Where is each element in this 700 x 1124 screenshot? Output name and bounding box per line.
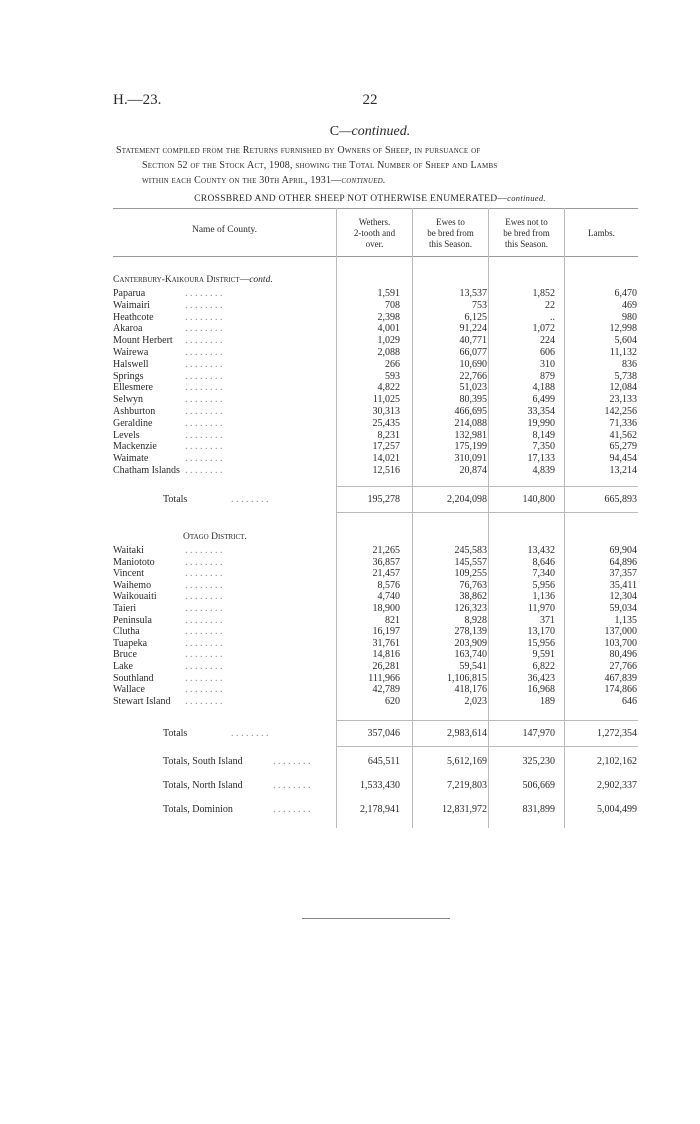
ewes-not-bred-value: 36,423 [527, 672, 555, 684]
ewes-not-bred-value: 13,170 [527, 626, 555, 638]
county-name: Wairewa [113, 347, 149, 358]
wethers-value: 14,816 [372, 649, 400, 661]
ewes-not-bred-value: 22 [545, 299, 555, 311]
lambs-value: 94,454 [609, 453, 637, 465]
ewes-bred-value: 203,909 [454, 637, 487, 649]
wethers-value: 12,516 [372, 465, 400, 476]
grand-totals-row [113, 804, 638, 816]
county-name: Mount Herbert [113, 335, 173, 347]
ewes-bred-value: 109,255 [454, 568, 487, 580]
ewes-bred-value: 753 [472, 299, 487, 311]
lambs-value: 69,904 [609, 545, 637, 556]
ewes-not-bred-value: 6,822 [532, 661, 555, 672]
statement-line-3 [116, 173, 636, 188]
ewes-not-bred-value: 8,646 [532, 556, 555, 568]
county-name: Akaroa [113, 323, 143, 335]
leader-dots: . . . . . . . . [273, 756, 311, 767]
lambs-value: 37,357 [609, 568, 637, 580]
county-name: Waikouaiti [113, 591, 157, 603]
lambs-value: 1,272,354 [597, 728, 637, 739]
county-name: Waimairi [113, 299, 150, 311]
header-wethers-line-1: Wethers. [358, 217, 391, 227]
leader-dots: . . . . . . . . [185, 453, 223, 465]
leader-dots: . . . . . . . . [185, 335, 223, 347]
leader-dots: . . . . . . . . [185, 441, 223, 453]
leader-dots: . . . . . . . . [185, 323, 223, 335]
ewes-not-bred-value: 7,350 [532, 441, 555, 453]
lambs-value: 59,034 [609, 603, 637, 614]
wethers-value: 30,313 [372, 406, 400, 417]
ewes-bred-value: 2,983,614 [447, 728, 487, 739]
wethers-value: 708 [385, 299, 400, 311]
wethers-value: 2,398 [377, 311, 400, 323]
leader-dots: . . . . . . . . [185, 556, 223, 568]
ewes-not-bred-value: 8,149 [532, 429, 555, 441]
header-ewes-bred-line-2: be bred from [427, 228, 474, 238]
table-row [113, 441, 638, 453]
ewes-bred-value: 8,928 [464, 614, 487, 626]
lambs-value: 103,700 [604, 637, 637, 649]
table-row [113, 649, 638, 661]
canterbury-totals-rule-bottom [337, 512, 638, 513]
page-reference: H.—23. [113, 92, 162, 108]
grand-totals-row [113, 780, 638, 792]
lambs-value: 65,279 [609, 441, 637, 453]
ewes-bred-value: 163,740 [454, 649, 487, 661]
county-name: Waimate [113, 453, 149, 465]
county-name: Springs [113, 370, 144, 382]
ewes-bred-value: 245,583 [454, 545, 487, 556]
lambs-value: 980 [622, 311, 637, 323]
ewes-not-bred-value: 325,230 [522, 756, 555, 767]
leader-dots: . . . . . . . . [185, 614, 223, 626]
leader-dots: . . . . . . . . [185, 288, 223, 299]
wethers-value: 4,822 [377, 382, 400, 394]
lambs-value: 836 [622, 358, 637, 370]
ewes-bred-value: 10,690 [459, 358, 487, 370]
county-name: Bruce [113, 649, 137, 661]
wethers-value: 36,857 [372, 556, 400, 568]
leader-dots: . . . . . . . . [185, 406, 223, 417]
lambs-value: 1,135 [614, 614, 637, 626]
ewes-bred-value: 22,766 [459, 370, 487, 382]
ewes-not-bred-value: 1,072 [532, 323, 555, 335]
leader-dots: . . . . . . . . [185, 568, 223, 580]
statement-line-1: Statement compiled from the Returns furnished by Owners of Sheep, in pursuance of [116, 145, 481, 156]
statement-line-3-italic: continued. [341, 175, 386, 186]
ewes-not-bred-value: 15,956 [527, 637, 555, 649]
lambs-value: 27,766 [609, 661, 637, 672]
header-ewes-not-bred [489, 217, 564, 250]
header-ewes-bred [413, 217, 488, 250]
header-ewes-not-line-3: this Season. [504, 239, 548, 249]
ewes-bred-value: 12,831,972 [442, 804, 487, 815]
header-lambs: Lambs. [588, 228, 615, 238]
wethers-value: 111,966 [368, 672, 400, 684]
lambs-value: 665,893 [604, 494, 637, 505]
table-subheading [150, 193, 590, 204]
wethers-value: 14,021 [372, 453, 400, 465]
header-ewes-not-line-2: be bred from [503, 228, 550, 238]
county-name: Peninsula [113, 614, 152, 626]
table-row [113, 312, 638, 324]
ewes-bred-value: 91,224 [459, 323, 487, 335]
county-name: Ashburton [113, 406, 156, 417]
ewes-not-bred-value: .. [550, 311, 555, 323]
ewes-bred-value: 76,763 [459, 579, 487, 591]
ewes-not-bred-value: 33,354 [527, 406, 555, 417]
totals-label: Totals, South Island [163, 756, 243, 767]
district-heading-otago: Otago District. [183, 532, 247, 542]
district-heading-canterbury [113, 275, 273, 285]
otago-totals-rule-top [337, 720, 638, 721]
county-name: Waihemo [113, 579, 152, 591]
lambs-value: 80,496 [609, 649, 637, 661]
ewes-bred-value: 40,771 [459, 335, 487, 347]
county-name: Selwyn [113, 394, 143, 406]
wethers-value: 1,029 [377, 335, 400, 347]
county-name: Vincent [113, 568, 145, 580]
table-row [113, 580, 638, 592]
leader-dots: . . . . . . . . [185, 347, 223, 358]
leader-dots: . . . . . . . . [231, 728, 269, 739]
leader-dots: . . . . . . . . [185, 626, 223, 638]
county-name: Stewart Island [113, 695, 171, 707]
wethers-value: 18,900 [372, 603, 400, 614]
table-row [113, 545, 638, 557]
table-row [113, 557, 638, 569]
lambs-value: 5,738 [614, 370, 637, 382]
header-ewes-bred-line-1: Ewes to [436, 217, 465, 227]
county-name: Taieri [113, 603, 137, 614]
table-row [113, 673, 638, 685]
ewes-bred-value: 2,023 [464, 695, 487, 707]
leader-dots: . . . . . . . . [231, 494, 269, 505]
subheading-italic: continued. [507, 193, 546, 203]
table-row [113, 661, 638, 673]
ewes-not-bred-value: 4,188 [532, 382, 555, 394]
ewes-not-bred-value: 879 [540, 370, 555, 382]
ewes-bred-value: 13,537 [459, 288, 487, 299]
ewes-bred-value: 59,541 [459, 661, 487, 672]
ewes-not-bred-value: 9,591 [532, 649, 555, 661]
leader-dots: . . . . . . . . [185, 545, 223, 556]
ewes-bred-value: 80,395 [459, 394, 487, 406]
leader-dots: . . . . . . . . [185, 358, 223, 370]
canterbury-heading-suffix: contd. [249, 275, 273, 285]
wethers-value: 26,281 [372, 661, 400, 672]
header-wethers-line-2: 2-tooth and [353, 228, 396, 238]
wethers-value: 195,278 [367, 494, 400, 505]
table-row [113, 394, 638, 406]
statement-line-3-main: within each County on the 30th April, 1931— [142, 175, 342, 186]
wethers-value: 31,761 [372, 637, 400, 649]
lambs-value: 469 [622, 299, 637, 311]
ewes-bred-value: 51,023 [459, 382, 487, 394]
leader-dots: . . . . . . . . [185, 637, 223, 649]
ewes-bred-value: 2,204,098 [447, 494, 487, 505]
header-bottom-rule [113, 256, 638, 257]
lambs-value: 137,000 [604, 626, 637, 638]
totals-row [113, 494, 638, 506]
ewes-not-bred-value: 4,839 [532, 465, 555, 476]
county-name: Heathcote [113, 311, 154, 323]
ewes-not-bred-value: 506,669 [522, 780, 555, 791]
county-name: Ellesmere [113, 382, 153, 394]
leader-dots: . . . . . . . . [185, 684, 223, 696]
table-row [113, 406, 638, 418]
ewes-bred-value: 1,106,815 [447, 672, 487, 684]
totals-label: Totals [163, 494, 188, 505]
leader-dots: . . . . . . . . [185, 661, 223, 672]
lambs-value: 71,336 [609, 417, 637, 429]
ewes-not-bred-value: 310 [540, 358, 555, 370]
lambs-value: 2,102,162 [597, 756, 637, 767]
wethers-value: 17,257 [372, 441, 400, 453]
statement-line-2: Section 52 of the Stock Act, 1908, showing the Total Number of Sheep and Lambs [142, 160, 498, 171]
lambs-value: 142,256 [604, 406, 637, 417]
wethers-value: 4,001 [377, 323, 400, 335]
table-row [113, 371, 638, 383]
leader-dots: . . . . . . . . [185, 579, 223, 591]
county-name: Maniototo [113, 556, 155, 568]
ewes-bred-value: 6,125 [464, 311, 487, 323]
table-row [113, 684, 638, 696]
section-suffix: —continued. [339, 124, 411, 139]
lambs-value: 5,004,499 [597, 804, 637, 815]
wethers-value: 357,046 [367, 728, 400, 739]
leader-dots: . . . . . . . . [273, 780, 311, 791]
wethers-value: 266 [385, 358, 400, 370]
county-name: Levels [113, 429, 140, 441]
ewes-bred-value: 214,088 [454, 417, 487, 429]
county-name: Waitaki [113, 545, 144, 556]
table-row [113, 638, 638, 650]
ewes-not-bred-value: 11,970 [527, 603, 555, 614]
leader-dots: . . . . . . . . [185, 429, 223, 441]
ewes-bred-value: 66,077 [459, 347, 487, 358]
wethers-value: 1,591 [377, 288, 400, 299]
canterbury-heading-text: Canterbury-Kaikoura District— [113, 275, 250, 285]
leader-dots: . . . . . . . . [185, 382, 223, 394]
wethers-value: 8,231 [377, 429, 400, 441]
ewes-not-bred-value: 1,136 [532, 591, 555, 603]
ewes-not-bred-value: 5,956 [532, 579, 555, 591]
leader-dots: . . . . . . . . [185, 370, 223, 382]
wethers-value: 821 [385, 614, 400, 626]
table-row [113, 347, 638, 359]
table-top-rule [113, 208, 638, 209]
lambs-value: 174,866 [604, 684, 637, 696]
county-name: Tuapeka [113, 637, 148, 649]
lambs-value: 23,133 [609, 394, 637, 406]
totals-label: Totals, Dominion [163, 804, 233, 815]
county-name: Lake [113, 661, 133, 672]
table-row [113, 696, 638, 708]
grand-totals-row [113, 756, 638, 768]
ewes-bred-value: 310,091 [454, 453, 487, 465]
table-row [113, 323, 638, 335]
ewes-not-bred-value: 13,432 [527, 545, 555, 556]
county-name: Wallace [113, 684, 145, 696]
header-ewes-not-line-1: Ewes not to [505, 217, 548, 227]
table-row [113, 382, 638, 394]
ewes-not-bred-value: 606 [540, 347, 555, 358]
table-row [113, 465, 638, 477]
table-row [113, 615, 638, 627]
ewes-bred-value: 132,981 [454, 429, 487, 441]
table-row [113, 453, 638, 465]
leader-dots: . . . . . . . . [185, 591, 223, 603]
table-row [113, 568, 638, 580]
leader-dots: . . . . . . . . [185, 695, 223, 707]
wethers-value: 2,088 [377, 347, 400, 358]
ewes-bred-value: 38,862 [459, 591, 487, 603]
canterbury-totals-rule-top [337, 486, 638, 487]
wethers-value: 2,178,941 [360, 804, 400, 815]
county-name: Chatham Islands [113, 465, 180, 476]
wethers-value: 4,740 [377, 591, 400, 603]
wethers-value: 645,511 [367, 756, 400, 767]
ewes-bred-value: 145,557 [454, 556, 487, 568]
ewes-bred-value: 278,139 [454, 626, 487, 638]
county-name: Clutha [113, 626, 140, 638]
ewes-not-bred-value: 831,899 [522, 804, 555, 815]
leader-dots: . . . . . . . . [185, 417, 223, 429]
ewes-bred-value: 7,219,803 [447, 780, 487, 791]
table-row [113, 335, 638, 347]
page-number: 22 [362, 92, 378, 108]
wethers-value: 1,533,430 [360, 780, 400, 791]
lambs-value: 2,902,337 [597, 780, 637, 791]
ewes-bred-value: 20,874 [459, 465, 487, 476]
leader-dots: . . . . . . . . [185, 311, 223, 323]
section-letter: C [329, 124, 340, 139]
header-ewes-bred-line-3: this Season. [428, 239, 472, 249]
section-title [200, 124, 540, 140]
ewes-not-bred-value: 7,340 [532, 568, 555, 580]
wethers-value: 25,435 [372, 417, 400, 429]
county-name: Paparua [113, 288, 146, 299]
ewes-bred-value: 126,323 [454, 603, 487, 614]
lambs-value: 64,896 [609, 556, 637, 568]
ewes-bred-value: 175,199 [454, 441, 487, 453]
ewes-bred-value: 5,612,169 [447, 756, 487, 767]
leader-dots: . . . . . . . . [185, 672, 223, 684]
wethers-value: 42,789 [372, 684, 400, 696]
county-name: Geraldine [113, 417, 153, 429]
leader-dots: . . . . . . . . [185, 649, 223, 661]
totals-label: Totals [163, 728, 188, 739]
ewes-not-bred-value: 17,133 [527, 453, 555, 465]
table-row [113, 603, 638, 615]
header-wethers [337, 217, 412, 250]
table-row [113, 626, 638, 638]
subheading-main: CROSSBRED AND OTHER SHEEP NOT OTHERWISE ENUMERATED— [194, 194, 508, 204]
footer-rule [302, 918, 450, 919]
header-wethers-line-3: over. [365, 239, 384, 249]
lambs-value: 11,132 [609, 347, 637, 358]
county-name: Halswell [113, 358, 149, 370]
table-row [113, 300, 638, 312]
table-row [113, 359, 638, 371]
wethers-value: 11,025 [372, 394, 400, 406]
ewes-not-bred-value: 147,970 [522, 728, 555, 739]
county-name: Southland [113, 672, 154, 684]
lambs-value: 646 [622, 695, 637, 707]
leader-dots: . . . . . . . . [185, 299, 223, 311]
leader-dots: . . . . . . . . [185, 603, 223, 614]
ewes-not-bred-value: 189 [540, 695, 555, 707]
lambs-value: 12,304 [609, 591, 637, 603]
statement-text [116, 143, 636, 188]
ewes-not-bred-value: 224 [540, 335, 555, 347]
leader-dots: . . . . . . . . [273, 804, 311, 815]
county-name: Mackenzie [113, 441, 157, 453]
ewes-not-bred-value: 6,499 [532, 394, 555, 406]
leader-dots: . . . . . . . . [185, 394, 223, 406]
ewes-bred-value: 418,176 [454, 684, 487, 696]
totals-label: Totals, North Island [163, 780, 243, 791]
wethers-value: 21,265 [372, 545, 400, 556]
ewes-not-bred-value: 140,800 [522, 494, 555, 505]
totals-row [113, 728, 638, 740]
table-row [113, 430, 638, 442]
ewes-not-bred-value: 371 [540, 614, 555, 626]
lambs-value: 13,214 [609, 465, 637, 476]
wethers-value: 593 [385, 370, 400, 382]
ewes-not-bred-value: 16,968 [527, 684, 555, 696]
wethers-value: 8,576 [377, 579, 400, 591]
lambs-value: 12,998 [609, 323, 637, 335]
header-name-of-county: Name of County. [191, 225, 258, 235]
table-row [113, 288, 638, 300]
lambs-value: 467,839 [604, 672, 637, 684]
lambs-value: 6,470 [614, 288, 637, 299]
ewes-not-bred-value: 19,990 [527, 417, 555, 429]
otago-totals-rule-bottom [337, 746, 638, 747]
wethers-value: 620 [385, 695, 400, 707]
lambs-value: 12,084 [609, 382, 637, 394]
wethers-value: 16,197 [372, 626, 400, 638]
leader-dots: . . . . . . . . [185, 465, 223, 476]
lambs-value: 35,411 [609, 579, 637, 591]
lambs-value: 41,562 [609, 429, 637, 441]
wethers-value: 21,457 [372, 568, 400, 580]
lambs-value: 5,604 [614, 335, 637, 347]
table-row [113, 591, 638, 603]
ewes-bred-value: 466,695 [454, 406, 487, 417]
table-row [113, 418, 638, 430]
ewes-not-bred-value: 1,852 [532, 288, 555, 299]
